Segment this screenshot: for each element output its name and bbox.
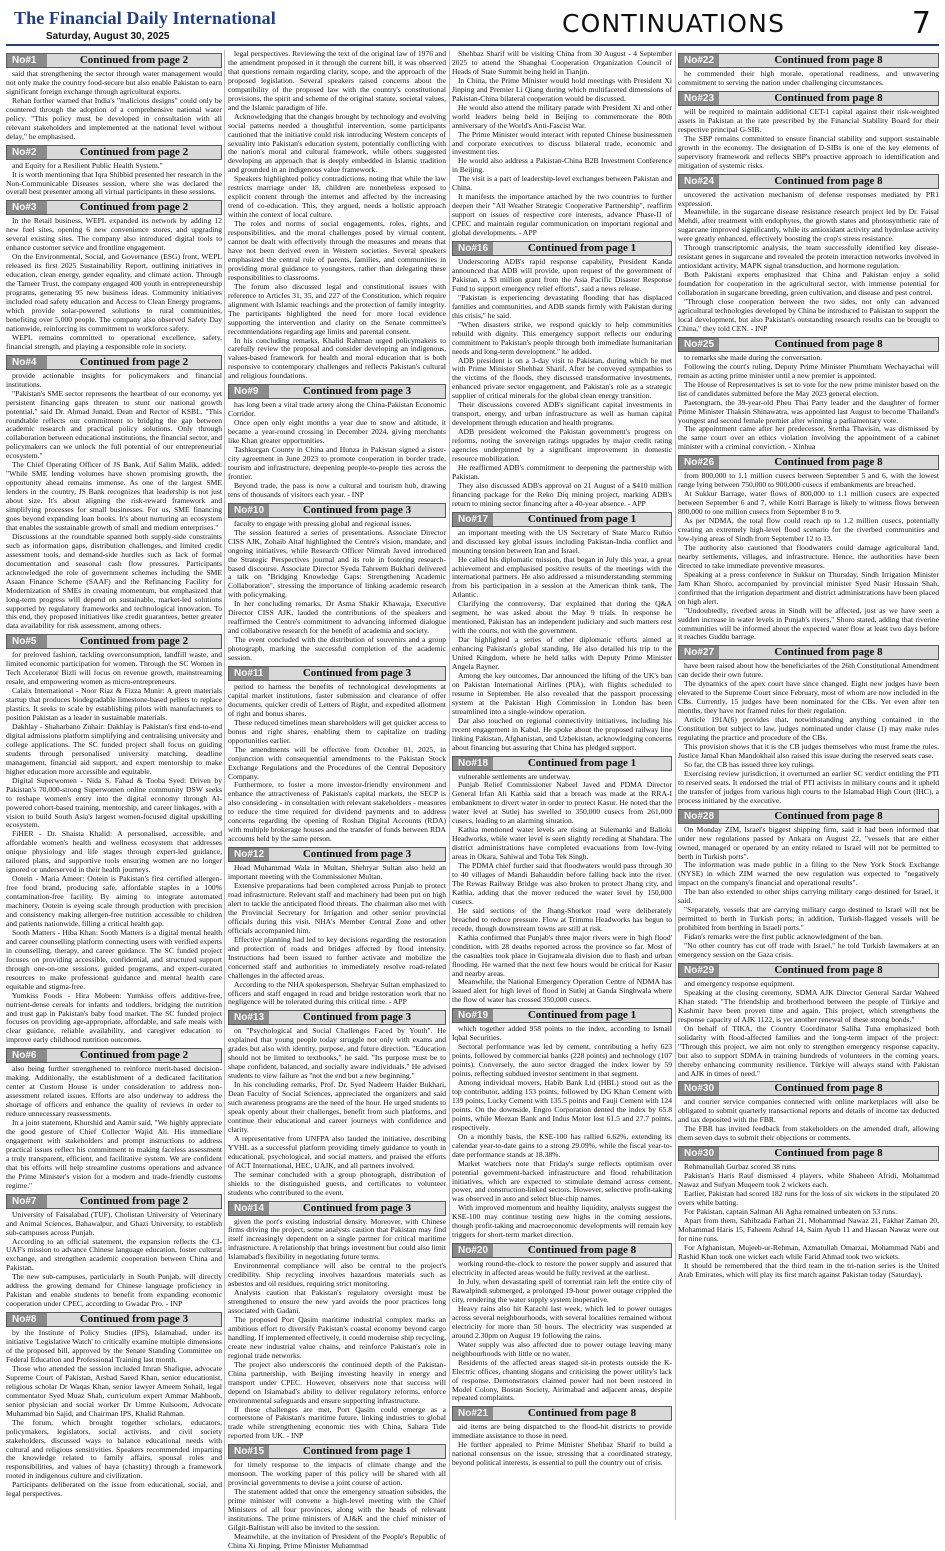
continuation-story — [228, 847, 446, 1007]
continuation-header — [6, 145, 222, 160]
story-paragraph: by the Institute of Policy Studies (IPS), Islamabad, under its initiative 'Legislative Watch' to critically examine multiple dimensions of the proposed bill, approved by the Senate Standing Committee on Federal Education and Professional Training last month. — [6, 1328, 222, 1364]
continuation-story — [678, 1146, 939, 1279]
story-paragraph: he commended their high morale, operational readiness, and unwavering commitment to serving the nation under challenging circumstances. — [678, 69, 939, 87]
continuation-header — [6, 1048, 222, 1063]
story-paragraph: Underscoring ADB's rapid response capability, President Kanda announced that ADB will provide, upon request of the government of Pakistan, a $3 million grant from the Asia Pacific Disaster Response Fund to support emergency relief efforts", said a news release. — [452, 257, 672, 293]
continued-from-label: Continued from page 2 — [79, 54, 189, 66]
story-paragraph: Speaking at a press conference in Sukkur on Thursday, Sindh Irrigation Minister Jam Khan Shoro, accompanied by provincial minister Syed Nasir Hussain Shah, confirmed that the irrigation department and district administrations have been placed on high alert. — [678, 569, 939, 606]
story-paragraph: Dar highlighted a series of other diplomatic efforts aimed at enhancing Pakistan's global standing. He also detailed his trip to the United Kingdom, where he held talks with Deputy Prime Minister Angela Rayner. — [452, 635, 672, 671]
story-paragraph: "Pakistan's SME sector represents the heartbeat of our economy, yet persistent financing gaps threaten to stunt our national growth potential," said Dr. Ahmad Junaid, Dean and Rector of KSBL. "This roundtable reflects our commitment to bridging the gap between academic research and practical policy solutions. Only through collaboration between educational institutions, the financial sector, and policymakers can we unlock the full potential of our entrepreneurial ecosystem." — [6, 388, 222, 461]
story-paragraph: The forum, which brought together scholars, educators, policymakers, legislators, social activists, and civil society stakeholders, discussed ways to balance educational needs with cultural and religious sensitivities. Speakers recommended imparting the knowledge related to family affairs, spousal roles and responsibilities, and values of haya (chastity) through a framework rooted in indigenous culture and civilization. — [6, 1417, 222, 1481]
story-number-badge: No#6 — [7, 1049, 47, 1062]
continuation-header — [678, 963, 939, 978]
continuation-story — [678, 645, 939, 805]
continued-from-label: Continued from page 8 — [527, 1244, 637, 1257]
story-paragraph: This provision shows that it is the CB judges themselves who must frame the rules. Justice Jamal Khan Mandokhail also raised this issue during the reserved seats case. — [678, 742, 939, 760]
continued-from-label: Continued from page 8 — [774, 91, 883, 104]
story-paragraph: aid items are being dispatched to the flood-hit districts to provide immediate assistance to those in need. — [452, 1422, 672, 1441]
continuation-story — [678, 53, 939, 88]
story-paragraph: faculty to engage with pressing global and regional issues. — [234, 518, 412, 528]
continued-from-label: Continued from page 8 — [774, 809, 883, 822]
story-paragraph: For Afghanistan, Mujeeb-ur-Rehman, Azmatullah Omarzai, Mohammad Nabi and Rashid Khan took one wicket each while Farid Ahmad took two wickets. — [678, 1242, 939, 1261]
story-number-badge: No#20 — [453, 1244, 493, 1257]
story-paragraph: Acknowledging that the changes brought by technology and evolving social patterns needed a thoughtful intervention, some participants cautioned that the initiative could risk introducing Western concepts of sexuality into Pakistan's education system, potentially conflicting with the nation's moral and cultural framework, while others suggested developing an approach that is deeply embedded in Islamic tradition and grounded in an indigenous value framework. — [228, 111, 446, 175]
continuation-story — [678, 337, 939, 452]
story-paragraph: Ootein - Maria Ameer: Ootein is Pakistan's first certified allergen-free food brand, producing safe, affordable staples in a 100% contamination-free facility. By aiming to integrate automated machinery, Ootein is eyeing scale through production with precision and consistency making allergen-free nutrition accessible to children and patients nationwide, filling a critical health gap. — [6, 874, 222, 928]
story-paragraph: and Equity for a Resilient Public Health System." — [12, 160, 163, 170]
story-paragraph: Dakhlay - Shaharbano Zuhair: Dakhlay is Pakistan's first end-to-end digital admissions platform simplifying and centralising university and college applications. The SC funded project shall focus on guiding students through personalised university matching, deadline management, financial aid support, and expert mentorship to make higher education more accessible and equitable. — [6, 722, 222, 776]
story-paragraph: Speaking at the closing ceremony, SDMA AJK Director General Sardar Waheed Khan stated: "The friendship and brotherhood between the people of Türkiye and Kashmir have been proven time and again. This project, which strengthens the response capacity of AJK 1122, is yet another renewal of these strong bonds." — [678, 987, 939, 1024]
story-paragraph: In his concluding remarks, Prof. Dr. Syed Nadeem Haider Bukhari, Dean Faculty of Social Sciences, appreciated the organizers and said such awareness programs are the need of the hour. He urged students to speak openly about their challenges, benefit from such platforms, and continue their educational and career journeys with confidence and clarity. — [228, 1080, 446, 1134]
story-paragraph: The Chief Operating Officer of JS Bank, Atif Salim Malik, added: "While SME lending volumes have shown promising growth, the opportunity ahead remains immense. As one of the largest SME lenders in the country, JS Bank recognizes that leadership is not just about size. It's about aligning the risk-reward framework and simplifying processes for small businesses. For us, SME financing goes beyond expanding loan books. It's about nurturing an ecosystem that enables the sustainable growth of small and medium enterprises." — [6, 460, 222, 532]
story-paragraph: an important meeting with the US Secretary of State Marco Rubio and discussed key global issues including Pakistan-India conflict and mounting tension between Iran and Israel. — [452, 527, 672, 555]
continued-from-label: Continued from page 8 — [774, 1082, 883, 1095]
story-paragraph: and emergency response equipment. — [684, 978, 795, 988]
story-number-badge: No#30 — [679, 1082, 719, 1095]
continued-from-label: Continued from page 8 — [774, 54, 883, 66]
continuation-story — [6, 1048, 222, 1190]
story-number-badge: No#13 — [229, 1011, 269, 1024]
story-paragraph: Discussions at the roundtable spanned both supply-side constraints such as information gaps, distribution challenges, and limited credit assessment tools, and demand-side hurdles such as lack of formal documentation and seasonal cash flow pressures. Participants acknowledged the role of government schemes including the SME Asaan Finance Scheme (SAAF) and the Refinancing Facility for Modernization of SMEs in creating momentum, but emphasized that long-term progress will depend on sustainable, market-led solutions supported by regulatory frameworks and technological innovation. To this end, they proposed initiatives like credit guarantees, better greater data availability for risk assessment, among others. — [6, 531, 222, 631]
story-paragraph: Effective planning had led to key decisions regarding the restoration and protection of roads and bridges affected by flood intensity. Instructions had been issued to further activate and mobilize the concerned staff and authorities to immediately resolve road-related challenges in the affected areas. — [228, 934, 446, 980]
story-paragraph: Fidan's remarks were the first public acknowledgment of the ban. — [684, 932, 883, 942]
story-paragraph: ADB president welcomed the Pakistan government's progress on reforms, noting the sovereign ratings upgrades by major credit rating agencies underpinned by a significant improvement in domestic resource mobilization. — [452, 427, 672, 463]
story-paragraph: The FBR has invited feedback from stakeholders on the amended draft, allowing them seven days to submit their objections or comments. — [678, 1124, 939, 1143]
continuation-story — [452, 512, 672, 753]
story-paragraph: University of Faisalabad (TUF), Cholistan University of Veterinary and Animal Sciences, Bahawalpur, and Ghazi University, to establish sub-campuses across Punjab. — [6, 1209, 222, 1237]
story-paragraph: Environmental compliance will also be central to the project's credibility. Ship recycling involves hazardous materials such as asbestos and oil residues, requiring strict monitoring. — [228, 1261, 446, 1289]
story-paragraph: Water supply was also affected due to power outage leaving many neighbourhoods with little or no water. — [452, 1339, 672, 1358]
story-paragraph: Dar also touched on regional connectivity initiatives, including his recent engagement in Kabul. He spoke about the proposed railway line linking Pakistan, Afghanistan, and Uzbekistan, acknowledging concerns about financing but assuring that China has pledged support. — [452, 715, 672, 752]
continuation-header — [6, 200, 222, 215]
column-divider — [675, 50, 676, 1520]
story-paragraph: The project also underscores the continued depth of the Pakistan-China partnership, with Beijing investing heavily in energy and transport under CPEC. However, observers note that success will depend on Islamabad's ability to deliver regulatory reforms, enforce environmental safeguards and ensure supporting infrastructure. — [228, 1359, 446, 1405]
masthead-rule — [6, 44, 939, 46]
story-paragraph: given the port's existing industrial density. Moreover, with Chinese firms driving the project, some analysts caution that Pakistan may find itself increasingly dependent on a single partner for critical maritime infrastructure. A relationship that brings investment but could also limit Islamabad's flexibility in negotiating future terms. — [228, 1216, 446, 1262]
story-paragraph: In the Retail business, WEPL expanded its network by adding 12 new fuel sites, opening 6 new convenience stores, and upgrading several existing sites. The company also introduced digital tools to enhance customer service and frontline engagement. — [6, 216, 222, 253]
story-paragraph: said that strengthening the sector through water management would not only make the country food-secure but also enable Pakistan to earn significant foreign exchange through agricultural exports. — [6, 69, 222, 96]
continuation-header — [678, 1081, 939, 1096]
continued-from-label: Continued from page 1 — [302, 1445, 412, 1458]
continuation-story — [452, 1406, 672, 1468]
story-number-badge: No#27 — [679, 646, 719, 659]
continuation-story — [452, 756, 672, 1006]
story-number-badge: No#12 — [229, 848, 269, 861]
column-3 — [452, 50, 672, 1524]
continued-from-label: Continued from page 2 — [79, 145, 189, 158]
story-paragraph: In her concluding remarks, Dr Asma Shakir Khawaja, Executive Director CISS AJK, lauded the contributions of the speakers and reaffirmed the Centre's commitment to advancing informed dialogue and collaborative research for the benefit of academia and society. — [228, 599, 446, 636]
continuation-story — [678, 455, 939, 642]
continuation-story — [6, 200, 222, 351]
story-number-badge: No#9 — [229, 385, 269, 398]
continued-from-label: Continued from page 8 — [774, 337, 883, 350]
continued-from-label: Continued from page 3 — [302, 848, 412, 861]
story-paragraph: The visit is a part of leadership-level exchanges between Pakistan and China. — [452, 174, 672, 193]
story-paragraph: working round-the-clock to restore the power supply and assured that electricity in affected areas would be fully revived at the earliest. — [452, 1259, 672, 1278]
continued-from-label: Continued from page 3 — [302, 385, 412, 398]
story-paragraph: It should be remembered that the third team in the tri-nation series is the United Arab Emirates, which will play its first match against Pakistan today (Saturday). — [678, 1260, 939, 1279]
continuation-story — [6, 145, 222, 198]
continued-from-label: Continued from page 3 — [302, 503, 412, 516]
story-number-badge: No#16 — [453, 242, 493, 255]
continued-from-label: Continued from page 1 — [527, 512, 637, 525]
continuation-header — [678, 91, 939, 106]
continuation-header — [678, 53, 939, 68]
story-paragraph: They also discussed ADB's approval on 21 August of a $410 million financing package for the Reko Diq mining project, marking ADB's return to mining sector financing after a 40-year absence. - APP — [452, 480, 672, 508]
story-paragraph: Rehmanullah Gurbaz scored 38 runs. — [684, 1162, 797, 1172]
story-paragraph: provide actionable insights for policymakers and financial institutions. — [6, 370, 222, 389]
story-paragraph: to remarks she made during the conversation. — [684, 352, 823, 362]
story-paragraph: Tashkurgan County in China and Hunza in Pakistan signed a sister-city agreement in June 2023 to promote cooperation in border trade, tourism and infrastructure, deepening people-to-people ties across the frontier. — [228, 445, 446, 481]
continuation-story — [452, 1008, 672, 1240]
story-paragraph: In a joint statement, Khurshid and Aamir said, "We highly appreciate the good gesture of Chief Collector Wajid Ali. His immediate engagement with stakeholders and prompt instructions to address practical issues reflect his commitment to making faceless assessment a truly transparent, efficient, and facilitative system. We are confident that his efforts will help streamline customs operations and advance the Prime Minister's vision for a modern and trade-friendly customs regime." — [6, 1118, 222, 1190]
story-paragraph: He further appealed to Prime Minister Shehbaz Sharif to build a national consensus on the issue, stressing that a coordinated strategy, beyond political interests, is essential to pull the country out of crisis. — [452, 1440, 672, 1468]
continuation-header — [6, 53, 222, 68]
continuation-header — [228, 1201, 446, 1216]
story-paragraph: Article 191A(6) provides that, notwithstanding anything contained in the Constitution but subject to law, judges nominated under clause (1) may make rules regulating the practice and procedure of the CBs. — [678, 715, 939, 743]
story-paragraph: from 800,000 to 1.1 million cusecs between September 5 and 6, with the lowest range lying between 750,000 to 900,000 cusecs if embankments are breached. — [678, 471, 939, 490]
continuation-header — [678, 337, 939, 352]
story-paragraph: Head Muhammad Wala in Multan, Shehryar Sultan also held an important meeting with the Commissioner Multan. — [228, 863, 446, 882]
continued-from-label: Continued from page 8 — [774, 1147, 883, 1160]
story-paragraph: has long been a vital trade artery along the China-Pakistan Economic Corridor. — [228, 400, 446, 419]
story-number-badge: No#8 — [7, 1313, 47, 1326]
story-paragraph: also being further strengthened to reinforce merit-based decision-making. Additionally, the establishment of a dedicated facilitation center at Custom House is under consideration to address non-assessment related issues. Efforts are also underway to address the shortage of officers and enhance the quality of reviews in order to reduce unnecessary reassessments. — [6, 1064, 222, 1119]
continued-from-label: Continued from page 3 — [302, 1201, 412, 1214]
continuation-story — [678, 91, 939, 171]
story-paragraph: Participants deliberated on the issue from educational, social, and legal perspectives. — [6, 1480, 222, 1499]
story-paragraph: Calaix International - Noor Riaz & Fizza Munir: A green materials startup that produces biodegradable limestone-based pellets to replace plastics. It seeks to scale by establishing pilots with manufacturers to position Pakistan as a leader in sustainable materials. — [6, 686, 222, 723]
story-paragraph: Residents of the affected areas staged sit-in protests outside the K-Electric offices, chanting slogans and criticising the power utility's lack of response. Demonstrators claimed power had not been restored in Model Colony, Bostan Society, Airimabad and adjacent areas, despite repeated complaints. — [452, 1357, 672, 1403]
continuation-header — [678, 645, 939, 660]
story-paragraph: legal perspectives. Reviewing the text of the original law of 1976 and the amendment proposed in it through the current bill, it was observed that questions remain regarding clarity, scope, and the approach of the proposed legislation. Several speakers raised concerns about the compatibility of the proposed law with the country's constitutional provisions, the spirit and scheme of the original statute, societal values, and the Islamic paradigm of life. — [228, 49, 446, 112]
story-paragraph: Pakistan's Haris Rauf dismissed 4 players, while Shaheen Afridi, Mohammad Nawaz and Sufyan Muqeem took 2 wickets each. — [678, 1171, 939, 1190]
continuation-header — [452, 1008, 672, 1023]
story-paragraph: Heavy rains also hit Karachi last week, which led to power outages across several neighbourhoods, with several localities remained without electricity for more than 50 hours. The electricity was suspended at around 2.30pm on August 19 following the rains. — [452, 1303, 672, 1340]
continued-from-label: Continued from page 2 — [79, 1194, 189, 1207]
story-paragraph: Once open only eight months a year due to snow and altitude, it became a year-round crossing in December 2024, giving merchants like Khan greater opportunities. — [228, 418, 446, 446]
story-paragraph: Through transcriptomic analysis, the team successfully identified key disease-resistant genes in sugarcane and revealed the protein interaction networks involved in antioxidant activity, MAPK signal transduction, and hormone regulation. — [678, 243, 939, 271]
story-paragraph: Among individual movers, Habib Bank Ltd (HBL) stood out as the top contributor, adding 153 points, followed by DG Khan Cement with 139 points, Lucky Cement with 135.5 points and Fauji Cement with 124 points. On the downside, Engro Corporation dented the index by 65.8 points, while Meezan Bank and Indus Motor lost 61.5 and 27.7 points, respectively. — [452, 1078, 672, 1132]
newspaper-name: The Financial Daily International — [14, 8, 276, 28]
story-number-badge: No#21 — [453, 1407, 493, 1420]
continued-from-label: Continued from page 1 — [527, 1009, 637, 1022]
continued-from-label: Continued from page 8 — [774, 456, 883, 469]
story-paragraph: On Monday ZIM, Israel's biggest shipping firm, said it had been informed that under new regulations passed by Ankara on August 22, "vessels that are either owned, managed or operated by an entity related to Israel will not be permitted to berth in Turkish ports". — [678, 824, 939, 861]
continued-from-label: Continued from page 2 — [79, 355, 189, 368]
story-paragraph: He reaffirmed ADB's commitment to deepening the partnership with Pakistan. — [452, 462, 672, 481]
continuation-header — [228, 847, 446, 862]
story-paragraph: On a monthly basis, the KSE-100 has rallied 6.62%, extending its calendar year-to-date gains to a strong 29.09%, while the fiscal year-to-date performance stands at 18.38%. — [452, 1131, 672, 1159]
issue-date: Saturday, August 30, 2025 — [46, 31, 170, 42]
story-paragraph: Both Pakistani experts emphasized that China and Pakistan enjoy a solid foundation for cooperation in the agricultural sector, with immense potential for collaboration in sugarcane breeding, green cultivation, and disease and pest control. — [678, 270, 939, 298]
continuation-header — [228, 503, 446, 518]
story-number-badge: No#7 — [7, 1195, 47, 1208]
continuation-header — [678, 809, 939, 824]
story-paragraph: "When disasters strike, we respond quickly to help communities rebuild with dignity. This emergency support reflects our enduring commitment to Pakistan's people through both immediate humanitarian needs and long-term development." he added. — [452, 319, 672, 356]
story-paragraph: In his concluding remarks, Khalid Rahman urged policymakers to carefully review the proposal and consider developing an indigenous, values-based framework for health and moral education that is both responsive to contemporary challenges and reflects Pakistan's cultural and religious foundations. — [228, 335, 446, 381]
story-paragraph: "Through close cooperation between the two sides, not only can advanced agricultural technologies developed by China be introduced to Pakistan to support the local development, but also Pakistan's outstanding research results can be brought to China," they told CEN. - INP — [678, 297, 939, 333]
column-2 — [228, 49, 446, 1550]
story-number-badge: No#17 — [453, 513, 493, 526]
story-number-badge: No#23 — [679, 92, 719, 105]
story-paragraph: "Undoubtedly, riverbed areas in Sindh will be affected, just as we have seen a sudden increase in water levels in Punjab's rivers," Shoro stated, adding that riverine communities will be informed about the expected water flow at least two days before it reaches Guddu barrage. — [678, 605, 939, 642]
story-paragraph: "Pakistan is experiencing devastating flooding that has displaced families and communities, and ADB stands firmly with Pakistan during this crisis," he said. — [452, 292, 672, 320]
story-number-badge: No#26 — [679, 456, 719, 469]
story-paragraph: He would also attend the military parade with President Xi and other world leaders being held in Beijing to commemorate the 80th anniversary of the World's Anti-Fascist War. — [452, 102, 672, 130]
story-paragraph: On the Environmental, Social, and Governance (ESG) front, WEPL released its first 2025 Sustainability Report, outlining initiatives in education, clean energy, gender equality, and climate action. Through the Tameer Trust, the company engaged 400 youth in entrepreneurship programs, generating 95 new business ideas. Community initiatives included road safety education and Access to Clean Energy programs, which provide solar-powered solutions to rural communities, benefiting over 5,000 people. The company also observed Safety Day nationwide, reinforcing its commitment to workforce safety. — [6, 252, 222, 333]
story-paragraph: If these challenges are met, Port Qasim could emerge as a cornerstone of Pakistan's maritime future, linking industries to global trade while strengthening economic ties with China, Sahara Tide reported from UK. - INP — [228, 1404, 446, 1441]
story-paragraph: He said sections of the Jhang-Shorkot road were deliberately breached to reduce pressure. Flow at Trimmu Headworks has begun to recede, though downstream towns are still at risk. — [452, 905, 672, 933]
continuation-story — [228, 1444, 446, 1551]
story-number-badge: No#1 — [7, 54, 47, 67]
masthead — [6, 4, 939, 44]
story-number-badge: No#29 — [679, 964, 719, 977]
continuation-story — [228, 1010, 446, 1197]
page-number: 7 — [911, 6, 931, 41]
story-number-badge: No#18 — [453, 757, 493, 770]
story-paragraph: Kathia mentioned water levels are rising at Sulemanki and Balloki Headworks, while water level is seen slightly receding at Shahdara. The district administrations have completed evacuations from low-lying areas in Okara, Sahiwal and Toba Tek Singh. — [452, 825, 672, 862]
story-paragraph: Paetongtarn, the 39-year-old Pheu Thai Party leader and the daughter of former Prime Minister Thaksin Shinawatra, was appointed last August to become Thailand's youngest and second female premier after winning a parliamentary vote. — [678, 397, 939, 425]
column-divider — [224, 50, 225, 1520]
story-paragraph: Digital Superwomen - Nida S. Fahad & Tooba Syed: Driven by Pakistan's 70,000-strong Superwomen online community DSW seeks to reshape women's entry into the digital economy through AI-powered cohort-based training, mentorship, and career linkages, with a vision to build South Asia's largest women-focused digital upskilling ecosystem. — [6, 775, 222, 830]
story-paragraph: have been raised about how the beneficiaries of the 26th Constitutional Amendment can decide their own future. — [678, 661, 939, 680]
continued-from-label: Continued from page 8 — [774, 963, 883, 976]
continuation-header — [228, 384, 446, 399]
continuation-story — [452, 241, 672, 509]
story-paragraph: Sectoral performance was led by cement, contributing a hefty 623 points, followed by commercial banks (228 points) and technology (107 points). Conversely, the auto sector dragged the index lower by 59 points, reflecting subdued investor sentiment in that segment. — [452, 1042, 672, 1079]
story-paragraph: uncovered the activation mechanism of defense responses mediated by PR1 expression. — [678, 189, 939, 208]
story-paragraph: At Sukkur Barrage, water flows of 800,000 to 1.1 million cusecs are expected between September 6 and 7, while Kotri Barrage is likely to witness flows between 800,000 to one million cusecs from September 8 to 9. — [678, 489, 939, 517]
story-number-badge: No#22 — [679, 54, 719, 67]
story-paragraph: The event concluded with the distribution of souvenirs and a group photograph, marking the successful completion of the academic session. — [228, 635, 446, 663]
continuation-story — [678, 174, 939, 334]
story-paragraph: will be required to maintain additional CET-1 capital against their risk-weighted assets in Pakistan at the rate prescribed by the Financial Stability Board for their respective principal G-SIB. — [678, 106, 939, 134]
continuation-header — [452, 1406, 672, 1421]
continuation-header — [6, 355, 222, 370]
story-paragraph: vulnerable settlements are underway. — [458, 771, 571, 781]
story-paragraph: So far, the CB has issued three key rulings. — [684, 759, 815, 769]
story-paragraph: FiHER - Dr. Shaista Khalid: A personalised, accessible, and affordable women's health and wellness ecosystem that addresses unique physiology and life stages through expert-led guidance, tailored plans, and supportive tools ensuring women are no longer ignored or underserved in their health journeys. — [6, 829, 222, 875]
story-paragraph: which together added 958 points to the index, according to Ismail Iqbal Securities. — [452, 1024, 672, 1043]
story-paragraph: On behalf of TIKA, the Country Coordinator Saliha Tuna emphasized both solidarity with flood-affected families and the long-term impact of the project: "Through this project, we aim not only to strengthen emergency response capacity, but also to support SDMA in training hundreds of volunteers in the coming years, thereby enhancing community resilience. Türkiye will always stand with Pakistan and AJK in times of need." — [678, 1023, 939, 1078]
continued-from-label: Continued from page 8 — [774, 646, 883, 659]
story-paragraph: and courier service companies connected with online marketplaces will also be obligated to submit quarterly transactional reports and details of income tax deducted and tax deposited with the FBR. — [678, 1097, 939, 1125]
story-paragraph: for timely response to the impacts of climate change and the monsoon. The working paper of this policy will be shared with all provincial governments to devise a joint course of action. — [228, 1460, 446, 1488]
continued-from-label: Continued from page 8 — [774, 174, 883, 187]
continuation-header — [452, 512, 672, 527]
story-paragraph: In July, when devastating spell of torrential rain left the entire city of Rawalpindi submerged, a prolonged 19-hour power outage crippled the city, rendering the water supply system inoperative. — [452, 1277, 672, 1304]
continuation-header — [678, 174, 939, 189]
story-paragraph: With improved momentum and healthy liquidity, analysts suggest the KSE-100 may continue testing new highs in the coming sessions, though profit-taking and macroeconomic developments will remain key triggers for short-term market direction. — [452, 1203, 672, 1240]
story-number-badge: No#19 — [453, 1009, 493, 1022]
story-paragraph: A representative from UNFPA also lauded the initiative, describing YVHL as a successful platform providing timely guidance to youth in educational, psychological, and social matters, and praised the efforts of ACT International, HEC, UAJK, and all partners involved. — [228, 1133, 446, 1170]
continued-from-label: Continued from page 8 — [527, 1407, 637, 1420]
story-paragraph: Exercising review jurisdiction, it overturned an earlier SC verdict entitling the PTI to reserved seats. It endorsed the trial of PTI activists in military courts and it upheld the transfer of judges from various high courts to the Islamabad High Court (IHC), a process initiated by the executive. — [678, 768, 939, 805]
story-paragraph: He would also address a Pakistan-China B2B Investment Conference in Beijing. — [452, 156, 672, 175]
story-paragraph: The amendments will be effective from October 01, 2025, in conjunction with consequential amendments to the Pakistan Stock Exchange Regulations and the Procedures of the Central Depository Company. — [228, 744, 446, 781]
story-paragraph: It is worth mentioning that Iqra Shibbid presented her research in the Non-Communicable Diseases session, where she was declared the overall best presenter among all virtual participants in these sessions. — [6, 169, 222, 197]
story-paragraph: for preloved fashion, tackling overconsumption, landfill waste, and limited economic participation for women. Through the SC Women in Tech Accelerator Bizli will focus on revenue growth, mainstreaming resale, and empowering women as micro-entrepreneurs. — [6, 650, 222, 687]
continuation-header — [678, 455, 939, 470]
story-paragraph: The SBP remains committed to ensure financial stability and support sustainable growth in the economy. The designation of D-SIBs is one of the key elements of supervisory framework and reflects SBP's proactive approach to identification and mitigation of systemic risks. — [678, 133, 939, 170]
continued-from-label: Continued from page 3 — [79, 1313, 189, 1326]
story-paragraph: The forum also discussed legal and constitutional issues with reference to Articles 31, 35, and 227 of the Constitution, which require alignment with Islamic teachings and the protection of family integrity. The participants highlighted the need for more local evidence supporting the intervention and clarity on the Senate committee's recommendations regarding age limits and parental consent. — [228, 281, 446, 336]
story-paragraph: The authority also cautioned that floodwaters could damage agricultural land, nearby settlements, villages, and infrastructure. Hence, the authorities have been directed to take immediate preventive measures. — [678, 542, 939, 570]
story-paragraph: The information was made public in a filing to the New York Stock Exchange (NYSE) in which ZIM warned the new regulation was expected to "negatively impact on the company's financial and operational results". — [678, 860, 939, 888]
story-paragraph: The session featured a series of presentations. Associate Director CISS AJK, Zohaib Altaf highlighted the Centre's vision, mandate, and ongoing initiatives, while Research Officer Nimrah Javed introduced the Strategic Perspectives journal and its role in fostering research-based discourse. Associate Director Syeda Tahreem Bukhari delivered a talk on "Bridging Knowledge Gaps: Strengthening Academic Collaboration", stressing the importance of linking academic research with policymaking. — [228, 527, 446, 600]
story-paragraph: The statement added that once the emergency situation subsides, the prime minister will convene a high-level meeting with the Chief Ministers of all four provinces, along with the heads of relevant institutions. The prime ministers of AJ&K and the chief minister of Gilgit-Baltistan will also be invited to the session. — [228, 1487, 446, 1533]
continuation-story — [678, 809, 939, 960]
story-paragraph: These reduced timelines mean shareholders will get quicker access to bonus and right shares, enabling them to capitalize on trading opportunities earlier. — [228, 717, 446, 745]
column-divider — [449, 50, 450, 1520]
story-paragraph: ADB president is on a 3-day visit to Pakistan, during which he met with Prime Minister Shehbaz Sharif. After he conveyed sympathies to the victims of the floods, they discussed transformative investments, enhanced private sector engagement, and Pakistan's role as a strategic supplier of critical minerals for the global clean energy transition. — [452, 355, 672, 401]
story-paragraph: The PDMA chief further said that floodwaters would pass through 30 to 40 villages of Mandi Bahauddin before falling back into the river. The Rewas Railway Bridge was also broken to protect Jhang city, and Kathia, adding that the mover reduced the water level by 150,000 cusecs. — [452, 861, 672, 906]
story-paragraph: Rehan further warned that India's "malicious designs" could only be countered through the adoption of a comprehensive national water policy. "This policy must be developed in consultation with all relevant stakeholders and implemented at the national level without delay," he emphasised. — [6, 95, 222, 141]
story-paragraph: The seminar concluded with a group photograph, distribution of shields to the distinguished guests, and certificates to volunteer students who contributed to the event. — [228, 1169, 446, 1197]
story-number-badge: No#10 — [229, 504, 269, 517]
story-paragraph: Extensive preparations had been completed across Punjab to protect road infrastructure. Relevant staff and machinery had been put on high alert to tackle the anticipated flood threats. The chairman also met with the Provincial Secretary for Irrigation and other senior provincial officials during this visit. NHA's Member Central Zone and other officials accompanied him. — [228, 881, 446, 935]
continuation-story — [678, 1081, 939, 1143]
story-paragraph: Analysts caution that Pakistan's regulatory oversight must be strengthened to ensure the new yard avoids the poor practices long associated with Gadani. — [228, 1288, 446, 1316]
story-number-badge: No#5 — [7, 635, 47, 648]
story-paragraph: The proposed Port Qasim maritime industrial complex marks an ambitious effort to diversify Pakistan's coastal economy beyond cargo handling. If implemented effectively, it could modernise ship recycling, create new industrial value chains, and reinforce Pakistan's role in regional trade networks. — [228, 1315, 446, 1360]
story-paragraph: Meanwhile, in the sugarcane disease resistance research project led by Dr. Faisal Mehdi, after treatment with endophytes, the growth states and photosynthetic rate of sugarcane improved significantly, while its antioxidant activity and hydrolase activity were greatly enhanced, effectively boosting the crop's stress resistance. — [678, 207, 939, 244]
story-paragraph: "No other country has cut off trade with Israel," he told Turkish lawmakers at an emergency session on the Gaza crisis. — [678, 941, 939, 960]
story-paragraph: Market watchers note that Friday's surge reflects optimism over potential government-backed infrastructure and flood rehabilitation initiatives, which are expected to stimulate demand across cement, power, and construction-linked sectors. However, selective profit-taking was observed in auto and select blue-chip names. — [452, 1158, 672, 1204]
story-number-badge: No#25 — [679, 338, 719, 351]
story-number-badge: No#14 — [229, 1202, 269, 1215]
continuation-header — [452, 756, 672, 771]
story-number-badge: No#28 — [679, 810, 719, 823]
story-paragraph: Apart from them, Sahibzada Farhan 21, Mohammad Nawaz 21, Fakhar Zaman 20, Mohammad Haris 15, Faheem Ashraf 14, Saim Ayub 11 and Hassan Nawaz were out for nine runs. — [678, 1215, 939, 1243]
story-paragraph: As per NDMA, the total flow could reach up to 1.2 million cusecs, potentially creating an extremely high-level flood scenario for the riverbed communities and low-lying areas of Sindh from September 12 to 13. — [678, 516, 939, 543]
story-paragraph: Sooth Matters - Hiba Khan: Sooth Matters is a digital mental health and career counselling platform connecting users with verified experts in counselling, therapy, and career guidance. The SC funded project focuses on providing accessible, confidential, and structured support through one-on-one sessions, guided programs, and expert-curated resources to make professional guidance and mental health care equitable and stigma-free. — [6, 927, 222, 991]
story-paragraph: "Separately, vessels that are carrying military cargo destined to Israel will not be permitted to berth in Turkish ports; in addition, Turkish-flagged vessels will be prohibited from berthing in Israeli ports." — [678, 905, 939, 933]
story-paragraph: on "Psychological and Social Challenges Faced by Youth". He explained that young people today struggle not only with exams and grades but also with identity, purpose, and future direction. "Education should not be limited to textbooks," he said. "Its purpose must be to shape confident, balanced, and socially aware individuals." He advised students to view failure as "not the end but a new beginning." — [228, 1026, 446, 1081]
continuation-header — [228, 1010, 446, 1025]
story-paragraph: He called his diplomatic mission, that began in July this year, a great achievement and emphasised positive results of the meetings with the international partners. He also addressed a misunderstanding stemming from his participation in a session at the American think tank, The Atlantic. — [452, 554, 672, 600]
continuation-story — [6, 634, 222, 1045]
story-paragraph: For Pakistan, captain Salman Ali Agha remained unbeaten on 53 runs. — [684, 1206, 898, 1216]
story-paragraph: It manifests the importance attached by the two countries to further deepen their "All Weather Strategic Cooperative Partnership", reaffirm support on issues of respective core interests, advance Phase-II of CPEC and maintain regular communication on important regional and global developments. - APP — [452, 192, 672, 238]
story-paragraph: Yumkiss Foods - Hira Mobeen: Yumkiss offers additive-free, nutrient-dense cereals for infants and toddlers, bridging the nutrition and trust gap in Pakistan's baby food market. The SC funded project focuses on providing age-appropriate, affordable, and safe meals with clear guidance, reliable availability, and caregiver education to improve early childhood nutrition outcomes. — [6, 990, 222, 1045]
story-number-badge: No#3 — [7, 201, 47, 214]
story-paragraph: Their discussions covered ADB's significant capital investments in transport, energy, and urban infrastructure as well as human capital development through education and health programs. — [452, 400, 672, 428]
story-paragraph: Among the key outcomes, Dar announced the lifting of the UK's ban on Pakistan International Airlines (PIA), with flights scheduled to resume in September. He also revealed that the passport processing system at the Pakistan High Commission in London has been streamlined into a single-window operation. — [452, 670, 672, 716]
story-paragraph: WEPL remains committed to operational excellence, safety, financial strength, and playing a responsible role in society. — [6, 332, 222, 351]
story-paragraph: The dynamics of the apex court have since changed. Eight new judges have been elevated to the Supreme Court since February, most of whom are now included in the CBs. Currently, 15 judges have been nominated for the CBs. Yet even after ten months, they have not framed rules for their regulation. — [678, 679, 939, 716]
story-paragraph: In China, the Prime Minister would hold meetings with President Xi Jinping and Premier Li Qiang during which multifaceted dimensions of Pakistan-China bilateral cooperation would be discussed. — [452, 75, 672, 103]
continuation-story — [6, 1194, 222, 1309]
story-paragraph: Those who attended the session included Imran Shafique, advocate Supreme Court of Pakistan, Arshad Saeed Khan, senior educationist, religious scholar Dr Waqas Khan, senior lawyer Ameem Sohail, legal commentator Syed Muaz Shah, curriculum expert Ammar Mahboob, senior physician and social worker Dr Umme Kulsoom, Advocate Muhammad bin Sajid, and Chairman IPS, Khalid Rahman. — [6, 1363, 222, 1418]
story-paragraph: Kathia confirmed that Punjab's three major rivers were in 'high flood' condition, with 28 deaths reported across the province so far. Most of the casualties took place in Gujranwala division due to flash and urban flooding. He warned that the next few hours would be critical for Kasur and nearby areas. — [452, 932, 672, 978]
story-paragraph: Furthermore, to foster a more investor-friendly environment and enhance the attractiveness of Pakistan's capital markets, the SECP is also considering - in consultation with relevant stakeholders - measures to reduce the time required for dividend payments and to address concerns regarding the opening of Roshan Digital Accounts (RDA) with multiple brokerage houses and the transfer of funds between RDA accounts held by the same person. — [228, 780, 446, 844]
continuation-header — [6, 634, 222, 649]
continued-from-label: Continued from page 3 — [302, 1011, 412, 1024]
continuation-header — [678, 1146, 939, 1161]
story-number-badge: No#30 — [679, 1147, 719, 1160]
story-number-badge: No#24 — [679, 175, 719, 188]
continued-from-label: Continued from page 2 — [79, 201, 189, 214]
story-paragraph: Meanwhile, the National Emergency Operation Centre of NDMA has issued alert for high level of flood in Sutlej at Ganda Singhwala where the flow of water has crossed 350,000 cusecs. — [452, 977, 672, 1005]
story-paragraph: Clarifying the controversy, Dar explained that during the Q&A segment, he was asked about the May 9 trials. In response he mentioned, Pakistan has an independent judiciary and such matters rest with the courts, not with the government. — [452, 599, 672, 636]
story-paragraph: The roles and norms of social engagements, roles, rights, and responsibilities, and the moral challenges posed by virtual content, cannot be dealt with effectively through the measures and means that have not been derived even in Western societies. Several speakers emphasized the central role of parents, families, and communities in providing moral guidance to youngsters, rather than delegating these responsibilities to classrooms. — [228, 219, 446, 282]
story-paragraph: The ban also extended to other ships carrying military cargo destined for Israel, it said. — [678, 887, 939, 906]
section-title: CONTINUATIONS — [562, 9, 786, 38]
continued-from-label: Continued from page 3 — [302, 667, 412, 679]
continuation-header — [6, 1312, 222, 1327]
story-paragraph: The House of Representatives is set to vote for the new prime minister based on the list of candidates submitted before the May 2023 general election. — [678, 379, 939, 398]
continuation-story — [678, 963, 939, 1078]
story-paragraph: The new sub-campuses, particularly in South Punjab, will directly address the growing demand for Chinese language proficiency in Pakistan and enable students to benefit from expanding economic cooperation under CPEC, according to Gwadar Pro. - INP — [6, 1272, 222, 1309]
continuation-story — [228, 503, 446, 663]
continued-from-label: Continued from page 2 — [79, 1049, 189, 1062]
continuation-header — [6, 1194, 222, 1209]
story-paragraph: Punjab Relief Commissioner Nabeel Javed and PDMA Director General Irfan Ali Kathia said that a breach was made at the RRA-I embankment to divert water in order to protect Kasur. He noted that the water level at Sutlej has swelled to 350,000 cusecs from 261,000 cusecs, leading to an alarming situation. — [452, 780, 672, 826]
continued-from-label: Continued from page 2 — [79, 635, 189, 648]
continuation-story — [6, 355, 222, 632]
story-number-badge: No#4 — [7, 356, 47, 369]
story-paragraph: According to an official statement, the expansion reflects the CI-UAF's mission to advance Chinese language education, foster cultural exchange, and strengthen academic cooperation between China and Pakistan. — [6, 1236, 222, 1273]
story-paragraph: Shehbaz Sharif will be visiting China from 30 August - 4 September 2025 to attend the Shanghai Cooperation Organization Council of Heads of State Summit being held in Tianjin. — [452, 49, 672, 76]
continuation-header — [228, 1444, 446, 1459]
continuation-story — [6, 1312, 222, 1499]
story-paragraph: Beyond trade, the pass is now a cultural and tourism hub, drawing tens of thousands of visitors each year. - INP — [228, 480, 446, 499]
continuation-header — [452, 1243, 672, 1258]
continuation-header — [228, 666, 446, 681]
continuation-header — [452, 241, 672, 256]
story-paragraph: Meanwhile, at the invitation of President of the People's Republic of China Xi Jinping, Prime Minister Muhammad — [228, 1531, 446, 1550]
column-1 — [6, 50, 222, 1524]
story-paragraph: The Prime Minister would interact with reputed Chinese businessmen and corporate executives to discuss bilateral trade, economic and investment ties. — [452, 129, 672, 157]
continued-from-label: Continued from page 1 — [527, 242, 637, 255]
continuation-story — [452, 50, 672, 238]
story-paragraph: period to harness the benefits of technological developments at capital market institutions, faster submission and clearance of offer documents, quicker credit of Letters of Right, and expedited allotment of right and bonus shares. — [228, 682, 446, 718]
continuation-story — [228, 666, 446, 844]
column-4 — [678, 50, 939, 1524]
continued-from-label: Continued from page 1 — [527, 756, 637, 769]
story-number-badge: No#2 — [7, 146, 47, 159]
story-paragraph: According to the NHA spokesperson, Shehryar Sultan emphasized to officers and staff engaged in road and bridge restoration work that no negligence will be tolerated during this critical time. - APP — [228, 979, 446, 1007]
story-number-badge: No#15 — [229, 1445, 269, 1458]
story-number-badge: No#11 — [229, 667, 269, 680]
story-paragraph: The appointment came after her predecessor, Srettha Thavisin, was dismissed by the same court over an ethics violation involving the appointment of a cabinet minister with a criminal conviction. - Xinhua — [678, 424, 939, 452]
continuation-story — [452, 1243, 672, 1403]
continuation-story — [228, 384, 446, 499]
story-paragraph: Earlier, Pakistan had scored 182 runs for the loss of six wickets in the stipulated 20 overs while batting. — [678, 1189, 939, 1208]
continuation-story — [228, 50, 446, 381]
story-paragraph: Following the court's ruling, Deputy Prime Minister Phumtham Wechayachai will remain as acting prime minister until a new premier is appointed. — [678, 361, 939, 380]
story-paragraph: Speakers highlighted policy contradictions, noting that while the law restricts marriage under 18, children are nonetheless exposed to explicit content through the internet and affected by the increasing trend of co-education. This, they argued, needs a holistic approach within the context of local culture. — [228, 174, 446, 220]
continuation-story — [228, 1201, 446, 1442]
continuation-story — [6, 53, 222, 142]
